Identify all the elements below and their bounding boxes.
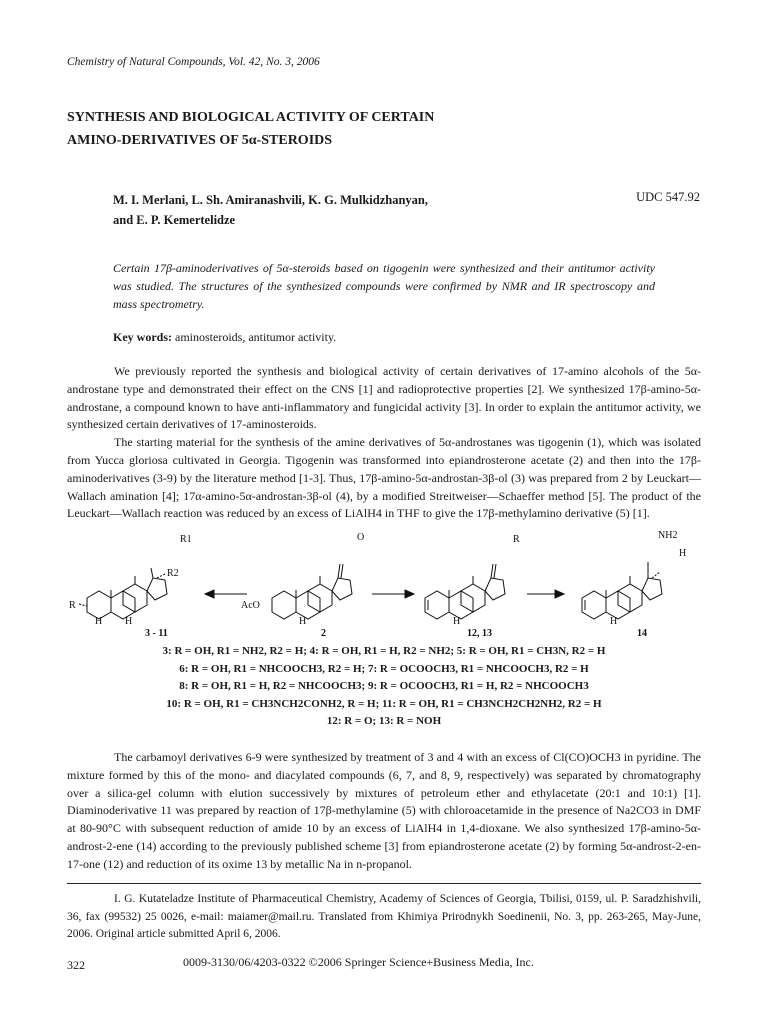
legend-line-4: 10: R = OH, R1 = CH3NCH2CONH2, R = H; 11: R = OH, R1 = CH3NCH2CH2NH2, R2 = H: [166, 697, 602, 710]
steroid-structure-14: [582, 562, 662, 619]
legend-line-2: 6: R = OH, R1 = NHCOOCH3, R2 = H; 7: R = OCOOCH3, R1 = NHCOOCH3, R2 = H: [179, 662, 589, 675]
copyright-line: 0009-3130/06/4203-0322 ©2006 Springer Science+Business Media, Inc.: [183, 955, 534, 969]
legend-line-3: 8: R = OH, R1 = H, R2 = NHCOOCH3; 9: R = OCOOCH3, R1 = H, R2 = NHCOOCH3: [179, 680, 589, 693]
scheme-compound-label-3-11: 3 - 11: [145, 628, 168, 639]
scheme-r1-label: R1: [180, 534, 192, 545]
scheme-compound-label-14: 14: [637, 628, 647, 639]
body-continued: [67, 749, 701, 874]
keywords: [113, 330, 336, 345]
scheme-h-label-4: H: [453, 616, 461, 627]
compound-legend: [67, 643, 701, 731]
scheme-h-label-2: H: [125, 616, 133, 627]
title-line-1: SYNTHESIS AND BIOLOGICAL ACTIVITY OF CERTAIN: [67, 110, 435, 125]
scheme-h-label-3: H: [299, 616, 307, 627]
scheme-r2-label: R2: [167, 568, 179, 579]
scheme-aco-label: AcO: [241, 600, 260, 611]
steroid-structure-3-11: [79, 568, 167, 619]
paragraph-1: We previously reported the synthesis and biological activity of certain derivatives of 17-amino alcohols of the 5α-androstane type and demonstrated their effect on the CNS [1] and radioprotective properties [2]. We synthesized 17β-amino-5α-androstane, a compound known to have anti-inflammatory and fungicidal activity [3]. In order to explain the antitumor activity, we synthesized certain derivatives of 17-aminosteroids.: [67, 364, 701, 432]
scheme-nh2-label: NH2: [658, 530, 678, 541]
paragraph-2: The starting material for the synthesis of the amine derivatives of 5α-androstanes was tigogenin (1), which was isolated from Yucca gloriosa cultivated in Georgia. Tigogenin was transformed into epiandrosterone acetate (2) and then into the 17β-aminoderivatives (3-9) by the literature method [1-3]. Thus, 17β-amino-5α-androstan-3β-ol (3) was prepared from 2 by Leuckart—Wallach amination [4]; 17α-amino-5α-androstan-3β-ol (4), by a modified Streitweiser—Schaeffer method [5]. The product of the Leuckart—Wallach reaction was reduced by an excess of LiAlH4 in THF to give the 17β-methylamino derivative (5) [1].: [67, 435, 701, 521]
udc-code: UDC 547.92: [636, 190, 700, 204]
scheme-h-label-6: H: [610, 616, 618, 627]
paper-title: [67, 106, 627, 152]
authors: [113, 190, 533, 230]
authors-line-2: and E. P. Kemertelidze: [113, 213, 236, 227]
keywords-label: Key words:: [113, 330, 172, 344]
scheme-h-label-1: H: [95, 616, 103, 627]
keywords-text: aminosteroids, antitumor activity.: [175, 330, 337, 344]
reaction-scheme: [67, 528, 701, 640]
body-intro: [67, 363, 701, 523]
steroid-structure-12-13: [425, 564, 505, 619]
paragraph-3: The carbamoyl derivatives 6-9 were synthesized by treatment of 3 and 4 with an excess of Cl(CO)OCH3 in pyridine. The mixture formed by this of the mono- and diacylated compounds (6, 7, and 8, 9, respectively) was separated by chromatography over a silica-gel column with elution successively by mixtures of petroleum ether and ethylacetate (20:1 and 10:1) [1]. Diaminoderivative 11 was prepared by reaction of 17β-methylamine (5) with chloroacetamide in the presence of Na2CO3 in DMF at 80-90°C with subsequent reduction of amide 10 by an excess of LiAlH4 in 1,4-dioxane. We also synthesized 17β-amino-5α-androst-2-ene (14) according to the previously published scheme [3] from epiandrosterone acetate (2) by forming 5α-androst-2-en-17-one (12) and reduction of its oxime 13 by metallic Na in n-propanol.: [67, 750, 701, 871]
journal-header: Chemistry of Natural Compounds, Vol. 42, No. 3, 2006: [67, 56, 320, 68]
scheme-r-label-2: R: [513, 534, 520, 545]
scheme-compound-label-12-13: 12, 13: [467, 628, 492, 639]
scheme-h-label-5: H: [679, 548, 687, 559]
legend-line-1: 3: R = OH, R1 = NH2, R2 = H; 4: R = OH, R1 = H, R2 = NH2; 5: R = OH, R1 = CH3N, R2 = H: [162, 645, 606, 657]
scheme-compound-label-2: 2: [321, 628, 326, 639]
affiliation-footnote: I. G. Kutateladze Institute of Pharmaceutical Chemistry, Academy of Sciences of Georgia, Tbilisi, 0159, ul. P. Saradzhishvili, 36, fax (99532) 25 0026, e-mail: maiamer@mail.ru. Translated from Khimiya Prirodnykh Soedinenii, No. 3, pp. 263-265, May-June, 2006. Original article submitted April 6, 2006.: [67, 893, 701, 940]
title-line-2: AMINO-DERIVATIVES OF 5α-STEROIDS: [67, 133, 333, 148]
scheme-o-label: O: [357, 532, 365, 543]
scheme-r-label: R: [69, 600, 76, 611]
footnote-divider: [67, 883, 701, 884]
steroid-structure-2: [272, 564, 352, 619]
page-number: 322: [67, 958, 85, 972]
authors-line-1: M. I. Merlani, L. Sh. Amiranashvili, K. G. Mulkidzhanyan,: [113, 193, 428, 207]
abstract: Certain 17β-aminoderivatives of 5α-steroids based on tigogenin were synthesized and their antitumor activity was studied. The structures of the synthesized compounds were confirmed by NMR and IR spectroscopy and mass spectrometry.: [113, 261, 655, 311]
legend-line-5: 12: R = O; 13: R = NOH: [326, 715, 442, 728]
